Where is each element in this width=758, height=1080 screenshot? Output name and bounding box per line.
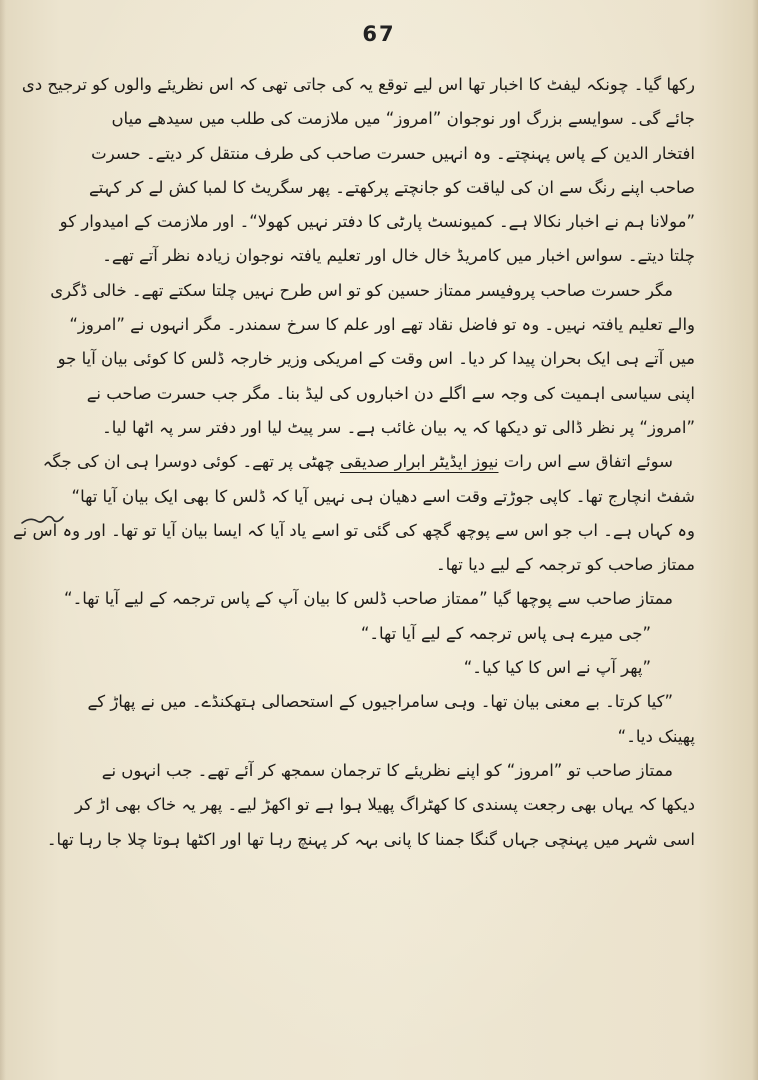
page-number: 67 [362,22,396,46]
dialogue-line: ”پھر آپ نے اس کا کیا کیا۔“ [463,658,651,678]
underlined-name: نیوز ایڈیٹر ابرار صدیقی [339,452,499,472]
text-line: اسی شہر میں پہنچی جہاں گنگا جمنا کا پانی بہہ کر پہنچ رہا تھا اور اکٹھا ہوتا چلا جا رہا تھا۔ [46,829,695,849]
dialogue-line: ”کیا کرتا۔ بے معنی بیان تھا۔ وہی سامراجیوں کے استحصالی ہتھکنڈے۔ میں نے پھاڑ کے [87,692,673,712]
scan-edge-left [0,0,6,1080]
underlined-segment-lead: سوئے اتفاق سے اس رات [498,452,673,472]
text-line: صاحب اپنے رنگ سے ان کی لیاقت کو جانچتے پرکھتے۔ پھر سگریٹ کا لمبا کش لے کر کہتے [89,177,695,197]
text-line: والے تعلیم یافتہ نہیں۔ وہ تو فاضل نقاد تھے اور علم کا سرخ سمندر۔ مگر انہوں نے ”امروز“ [69,315,695,335]
text-line: پھینک دیا۔“ [617,726,695,746]
text-line: وہ کہاں ہے۔ اب جو اس سے پوچھ گچھ کی گئی تو اسے یاد آیا کہ ایسا بیان آیا تو تھا۔ اور وہ اس نے [13,520,695,540]
body-text [13,68,695,857]
text-line: میں آتے ہی ایک بحران پیدا کر دیا۔ اس وقت کے امریکی وزیر خارجہ ڈلس کا کوئی بیان آیا جو [57,349,695,369]
text-line: شفٹ انچارج تھا۔ کاپی جوڑتے وقت اسے دھیان ہی نہیں آیا کہ ڈلس کا بھی ایک بیان آیا تھا“ [71,486,695,506]
underlined-segment-tail: چھٹی پر تھے۔ کوئی دوسرا ہی ان کی جگہ [42,452,340,472]
text-line: ممتاز صاحب کو ترجمہ کے لیے دیا تھا۔ [435,555,695,575]
text-line: اپنی سیاسی اہمیت کی وجہ سے اگلے دن اخباروں کی لیڈ بنا۔ مگر جب حسرت صاحب نے [86,383,695,403]
scan-edge-right [752,0,758,1080]
text-line: چلتا دیتے۔ سواس اخبار میں کامریڈ خال خال اور تعلیم یافتہ نوجوان زیادہ نظر آتے تھے۔ [102,246,695,266]
text-line: ”مولانا ہم نے اخبار نکالا ہے۔ کمیونسٹ پارٹی کا دفتر نہیں کھولا“۔ اور ملازمت کے امیدوار کو [59,212,695,232]
text-line: جائے گی۔ سوایسے بزرگ اور نوجوان ”امروز“ میں ملازمت کی طلب میں سیدھے میاں [111,109,695,129]
text-line: ”امروز“ پر نظر ڈالی تو دیکھا کہ یہ بیان غائب ہے۔ سر پیٹ لیا اور دفتر سر پہ اٹھا لیا۔ [102,417,695,437]
text-line: افتخار الدین کے پاس پہنچتے۔ وہ انہیں حسرت صاحب کی طرف منتقل کر دیتے۔ حسرت [91,143,695,163]
dialogue-line: ممتاز صاحب سے پوچھا گیا ”ممتاز صاحب ڈلس کا بیان آپ کے پاس ترجمہ کے لیے آیا تھا۔“ [64,589,673,609]
dialogue-line: ”جی میرے ہی پاس ترجمہ کے لیے آیا تھا۔“ [360,623,651,643]
paragraph-start-line: ممتاز صاحب تو ”امروز“ کو اپنے نظریئے کا ترجمان سمجھ کر آئے تھے۔ جب انہوں نے [101,760,673,780]
paragraph-start-line: مگر حسرت صاحب پروفیسر ممتاز حسین کو تو اس طرح نہیں چلتا سکتے تھے۔ خالی ڈگری [50,280,673,300]
paragraph-start-line-underlined [42,445,695,479]
text-line: دیکھا کہ یہاں بھی رجعت پسندی کا کھٹراگ پھیلا ہوا ہے تو اکھڑ لیے۔ پھر یہ خاک بھی اڑ کر [75,795,695,815]
text-line: رکھا گیا۔ چونکہ لیفٹ کا اخبار تھا اس لیے توقع یہ کی جاتی تھی کہ اس نظریئے والوں کو ترجیح دی [21,75,695,94]
